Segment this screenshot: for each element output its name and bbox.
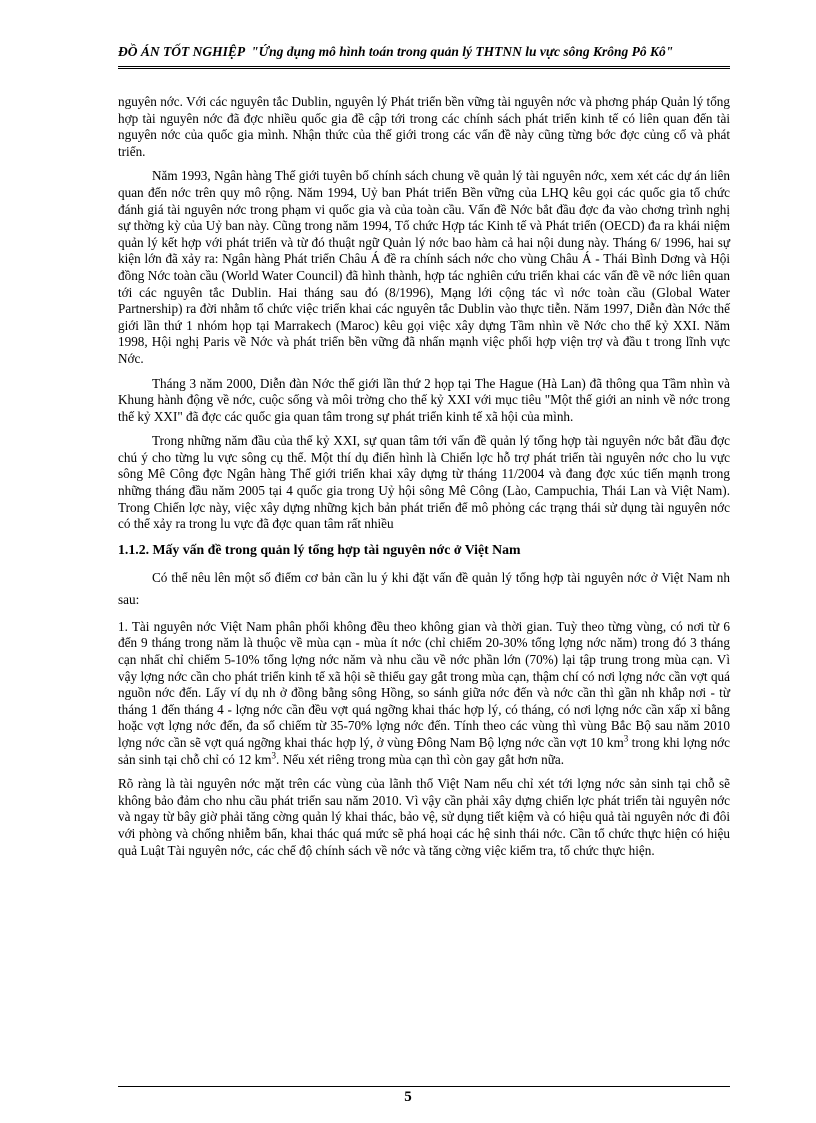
point-1-end: . Nếu xét riêng trong mùa cạn thì còn gay gắt hơn nữa.: [275, 751, 565, 767]
header-rule: [118, 66, 730, 69]
point-1-text: 1. Tài nguyên nớc Việt Nam phân phối không đều theo không gian và thời gian. Tuỳ theo từng vùng, có nơi từ 6 đến 9 tháng trong năm là thuộc về mùa cạn - mùa ít nớc (chỉ chiếm 20-30% tổng lợng nớc năm) trong đó 3 tháng cạn nhất chỉ chiếm 5-10% tổng lợng nớc năm và nhu cầu về nớc phần lớn (70%) lại tập trung trong mùa cạn. Vì vậy lợng nớc cần cho phát triển kinh tế xã hội sẽ thiếu gay gắt trong mùa cạn, thậm chí có nơi lợng nớc cần vợt quá nguồn nớc đến. Lấy ví dụ nh ở đồng bằng sông Hồng, so sánh giữa nớc đến và nớc cần thì gần nh khắp nơi - từ tháng 1 đến tháng 4 - lợng nớc cần đều vợt quá ngỡng khai thác hợp lý, có tháng, có nơi lợng nớc cần xấp xỉ bằng hoặc vợt lợng nớc đến, đa số chiếm từ 35-70% lợng nớc đến. Tính theo các vùng thì vùng Bắc Bộ sau năm 2010 lợng nớc cần sẽ vợt quá ngỡng khai thác hợp lý, ở vùng Đông Nam Bộ lợng nớc cần vợt 10 km: [118, 618, 730, 750]
superscript: 3: [271, 750, 276, 761]
section-heading: 1.1.2. Mấy vấn đề trong quản lý tổng hợp tài nguyên nớc ở Việt Nam: [118, 541, 521, 557]
header-label: ĐỒ ÁN TỐT NGHIỆP: [118, 44, 246, 59]
section-intro: Có thể nêu lên một số điểm cơ bản cần lu ý khi đặt vấn đề quản lý tổng hợp tài nguyên nớc ở Việt Nam nh sau:: [118, 569, 730, 607]
point-1-mid: trong khi lợng nớc sản sinh tại chỗ chỉ có 12 km: [118, 735, 730, 767]
superscript: 3: [623, 733, 629, 744]
header-thesis-title: "Ứng dụng mô hình toán trong quản lý THTNN lu vực sông Krông Pô Kô": [251, 44, 674, 59]
running-header: [118, 44, 730, 60]
conclusion-paragraph: Rõ ràng là tài nguyên nớc mặt trên các vùng của lãnh thổ Việt Nam nếu chỉ xét tới lợng nớc sản sinh tại chỗ sẽ không bảo đảm cho nhu cầu phát triển sau năm 2010. Vì vậy cần phải xây dựng chiến lợc phát triển tài nguyên nớc và ngay từ bây giờ phải tăng cờng quản lý khai thác, bảo vệ, sử dụng tiết kiệm và có hiệu quả tài nguyên nớc đi đôi với phòng và chống nhiễm bẩn, khai thác quá mức sẽ phá hoại các hệ sinh thái nớc. Cần tổ chức thực hiện có hiệu quả Luật Tài nguyên nớc, các chế độ chính sách về nớc và tăng cờng việc kiểm tra, tổ chức thực hiện.: [118, 776, 730, 858]
page-body: [118, 94, 730, 867]
point-1: [118, 619, 730, 768]
page-number: 5: [404, 1089, 412, 1105]
footer-rule: [118, 1086, 730, 1087]
paragraph-2000: Tháng 3 năm 2000, Diễn đàn Nớc thế giới lần thứ 2 họp tại The Hague (Hà Lan) đã thông qua Tầm nhìn và Khung hành động về nớc, cuộc sống và môi trờng cho thế kỷ XXI với mục tiêu "Một thế giới an ninh về nớc trong thế kỷ XXI" đã đợc các quốc gia quan tâm trong sự phát triển kinh tế xã hội của mình.: [118, 375, 730, 424]
paragraph-continuation: nguyên nớc. Với các nguyên tắc Dublin, nguyên lý Phát triển bền vững tài nguyên nớc và phơng pháp Quản lý tổng hợp tài nguyên nớc đã đợc nhiều quốc gia đề cập tới trong các chính sách phát triển kinh tế có liên quan đến tài nguyên nớc của quốc gia mình. Nhận thức của thế giới trong các vấn đề này cũng từng bớc đợc củng cố và phát triển.: [118, 94, 730, 159]
paragraph-1993: Năm 1993, Ngân hàng Thế giới tuyên bố chính sách chung về quản lý tài nguyên nớc, xem xét các dự án liên quan đến nớc trên quy mô rộng. Năm 1994, Uỷ ban Phát triển Bền vững của LHQ kêu gọi các quốc gia tổ chức đánh giá tài nguyên nớc trong phạm vi quốc gia và của toàn cầu. Vấn đề Nớc bắt đầu đợc đa vào chơng trình nghị sự thờng kỳ của Uỷ ban này. Cũng trong năm 1994, Tổ chức Hợp tác Kinh tế và Phát triển (OECD) đa ra khái niệm quản lý kết hợp với phát triển và từ đó thuật ngữ Quản lý nớc bao hàm cả hai nội dung này. Tháng 6/ 1996, hai sự kiện lớn đã xảy ra: Ngân hàng Phát triển Châu Á đề ra chính sách nớc cho vùng Châu Á - Thái Bình Dơng và Hội đồng Nớc toàn cầu (World Water Council) đã hình thành, hợp tác nghiên cứu triển khai các vấn đề về nớc liên quan tới các nguyên tắc Dublin. Hai tháng sau đó (8/1996), Mạng lới cộng tác vì nớc toàn cầu (Global Water Partnership) ra đời nhằm tổ chức việc triển khai các nguyên tắc Dublin vào thực tiễn. Năm 1997, Diễn đàn Nớc thế giới lần thứ 1 nhóm họp tại Marrakech (Maroc) kêu gọi việc xây dựng Tầm nhìn về Nớc cho thế kỷ XXI. Năm 1998, Hội nghị Paris về Nớc và phát triển bền vững đã nhấn mạnh việc phối hợp viện trợ và đầu t trong lĩnh vực Nớc.: [118, 168, 730, 366]
paragraph-xxi-century: Trong những năm đầu của thế kỷ XXI, sự quan tâm tới vấn đề quản lý tổng hợp tài nguyên nớc bắt đầu đợc chú ý cho từng lu vực sông cụ thể. Một thí dụ điển hình là Chiến lợc hỗ trợ phát triển tài nguyên nớc cho lu vực sông Mê Công đợc Ngân hàng Thế giới triển khai xây dựng từ tháng 11/2004 và đang đợc xúc tiến mạnh trong những tháng đầu năm 2005 tại 4 quốc gia trong Uỷ hội sông Mê Công (Lào, Campuchia, Thái Lan và Việt Nam). Trong Chiến lợc này, việc xây dựng những kịch bản phát triển để mô phỏng các trạng thái sử dụng tài nguyên nớc có thể xảy ra trong lu vực đã đợc quan tâm rất nhiều: [118, 433, 730, 532]
